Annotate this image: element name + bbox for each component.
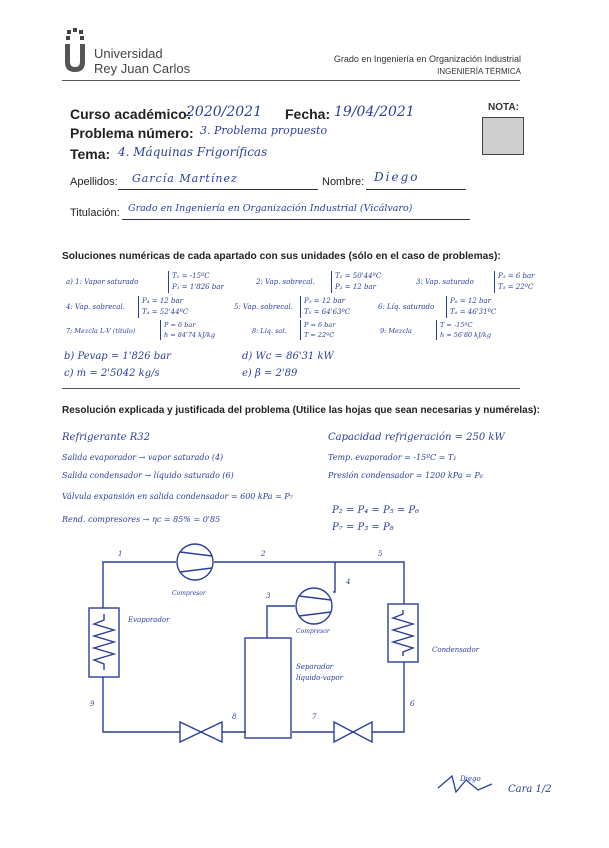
expansion-valve-2-icon xyxy=(334,722,372,742)
sol-a9-state: 9: Mezcla xyxy=(380,327,412,335)
sol-a9-val-1: T = -15ºC xyxy=(440,321,473,329)
solutions-heading: Soluciones numéricas de cada apartado con sus unidades (sólo en el caso de problemas): xyxy=(62,251,501,262)
sol-a2-val-1: T₂ = 50'44ºC xyxy=(335,272,382,280)
sol-b: b) Pevap = 1'826 bar xyxy=(64,351,171,362)
res-compressor-eff: Rend. compresores → ηc = 85% = 0'85 xyxy=(62,515,221,524)
point-6: 6 xyxy=(410,700,415,708)
pipe-9 xyxy=(103,677,180,732)
res-valve-note: Válvula expansión en salida condensador = 600 kPa = P₇ xyxy=(62,492,293,501)
sol-a5-state: 5: Vap. sobrecal. xyxy=(234,303,293,311)
condenser-icon xyxy=(388,604,418,662)
footer-signature: Diego xyxy=(460,775,481,783)
res-capacity: Capacidad refrigeración = 250 kW xyxy=(328,432,505,443)
university-line-2: Rey Juan Carlos xyxy=(94,61,191,76)
fecha-value: 19/04/2021 xyxy=(334,104,415,120)
point-9: 9 xyxy=(90,700,95,708)
fecha-label: Fecha: xyxy=(285,106,331,122)
evaporator-icon xyxy=(89,608,119,677)
titulacion-value: Grado en Ingeniería en Organización Industrial (Vicálvaro) xyxy=(128,203,413,214)
sol-a8-state: 8: Líq. sat. xyxy=(252,327,287,335)
point-1: 1 xyxy=(118,550,123,558)
label-separator: Separador líquido-vapor xyxy=(296,663,343,682)
sol-e: e) β = 2'89 xyxy=(242,368,298,379)
sol-a1-val-1: T₁ = -15ºC xyxy=(172,272,210,280)
sol-a6-state: 6: Líq. saturado xyxy=(378,303,435,311)
label-condenser: Condensador xyxy=(432,646,480,654)
sol-a4-val-2: T₄ = 52'44ºC xyxy=(142,308,189,316)
sol-d: d) Wc = 86'31 kW xyxy=(242,351,334,362)
subject-name: INGENIERÍA TÉRMICA xyxy=(437,67,521,76)
apellidos-label: Apellidos: xyxy=(70,176,118,188)
point-5: 5 xyxy=(378,550,383,558)
res-cond-pressure: Presión condensador = 1200 kPa = P₆ xyxy=(328,471,483,480)
nombre-label: Nombre: xyxy=(322,176,365,188)
pipe-1 xyxy=(103,562,176,608)
problema-value: 3. Problema propuesto xyxy=(200,124,328,137)
point-2: 2 xyxy=(261,550,266,558)
sol-a4-state: 4: Vap. sobrecal. xyxy=(66,303,125,311)
sol-a9-val-2: h = 56'80 kJ/kg xyxy=(440,331,491,339)
sol-a5-val-2: T₅ = 64'63ºC xyxy=(304,308,351,316)
sol-a1-val-2: P₁ = 1'826 bar xyxy=(172,283,224,291)
point-3: 3 xyxy=(266,592,271,600)
university-line-1: Universidad xyxy=(94,46,163,61)
res-refrigerant: Refrigerante R32 xyxy=(62,432,150,443)
pipe-4 xyxy=(333,562,335,592)
curso-label: Curso académico: xyxy=(70,106,192,122)
expansion-valve-1-icon xyxy=(180,722,222,742)
sol-c: c) ṁ = 2'5042 kg/s xyxy=(64,368,160,379)
label-compressor-2: Compresor xyxy=(296,628,330,635)
sol-a7-val-1: P = 6 bar xyxy=(164,321,196,329)
compressor-1-icon xyxy=(177,544,213,580)
res-eq2: P₇ = P₃ = P₈ xyxy=(332,522,394,533)
sol-a7-val-2: h = 84'74 kJ/kg xyxy=(164,331,215,339)
sol-a2-val-2: P₂ = 12 bar xyxy=(335,283,376,291)
nombre-value: Diego xyxy=(374,170,420,184)
degree-name: Grado en Ingeniería en Organización Industrial xyxy=(333,54,521,64)
sol-a5-val-1: P₅ = 12 bar xyxy=(304,297,345,305)
page-number: Cara 1/2 xyxy=(508,784,552,795)
point-8: 8 xyxy=(232,713,237,721)
tema-value: 4. Máquinas Frigoríficas xyxy=(118,145,268,159)
sol-a4-val-1: P₄ = 12 bar xyxy=(142,297,183,305)
point-7: 7 xyxy=(312,713,317,721)
res-eq1: P₂ = P₄ = P₅ = P₆ xyxy=(332,505,420,516)
label-evaporator: Evaporador xyxy=(128,616,170,624)
sol-a8-val-1: P = 6 bar xyxy=(304,321,336,329)
sol-a6-val-1: P₆ = 12 bar xyxy=(450,297,491,305)
sol-a3-val-2: T₃ = 22ºC xyxy=(498,283,534,291)
sol-a2-state: 2: Vap. sobrecal. xyxy=(256,278,315,286)
sol-a3-state: 3: Vap. saturado xyxy=(416,278,474,286)
sol-a3-val-1: P₃ = 6 bar xyxy=(498,272,535,280)
compressor-2-icon xyxy=(296,588,332,624)
res-evap-temp: Temp. evaporador = -15ºC = T₁ xyxy=(328,453,457,462)
label-compressor-1: Compresor xyxy=(172,590,206,597)
sol-a7-state: 7: Mezcla L-V (título) xyxy=(66,327,136,335)
resolution-heading: Resolución explicada y justificada del problema (Utilice las hojas que sean necesarias y numérelas): xyxy=(62,405,540,416)
pipe-3 xyxy=(267,606,295,638)
sol-a6-val-2: T₆ = 46'31ºC xyxy=(450,308,497,316)
curso-value: 2020/2021 xyxy=(186,104,262,120)
pipe-6 xyxy=(372,662,404,732)
titulacion-label: Titulación: xyxy=(70,207,120,219)
tema-label: Tema: xyxy=(70,146,111,162)
point-4: 4 xyxy=(346,578,351,586)
apellidos-value: García Martínez xyxy=(132,172,238,185)
sol-a1-state: a) 1: Vapor saturado xyxy=(66,278,139,286)
nota-label: NOTA: xyxy=(488,102,519,113)
res-evap-outlet: Salida evaporador → vapor saturado (4) xyxy=(62,453,224,462)
problema-label: Problema número: xyxy=(70,125,194,141)
res-cond-outlet: Salida condensador → líquido saturado (6) xyxy=(62,471,234,480)
sol-a8-val-2: T = 22ºC xyxy=(304,331,335,339)
separator-vessel xyxy=(245,638,291,738)
